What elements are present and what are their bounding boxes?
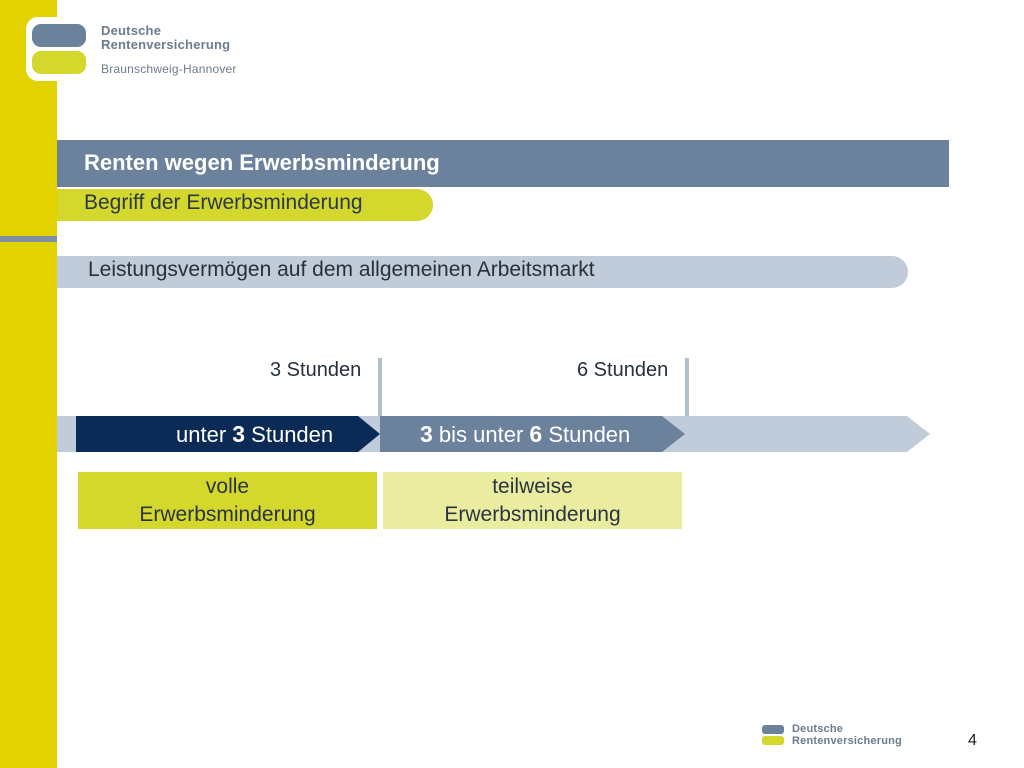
segment-2-num-to: 6 [529, 421, 543, 447]
left-accent-bar [0, 0, 57, 768]
threshold-label-6h: 6 Stunden [577, 359, 669, 381]
footer-brand-text [792, 723, 902, 747]
category-partial-reduction [383, 472, 682, 529]
segment-1-label [176, 421, 333, 448]
segment-1-pre: unter [176, 422, 233, 447]
category-partial-line-2: Erwerbsminderung [444, 502, 621, 526]
category-full-line-2: Erwerbsminderung [139, 502, 316, 526]
section-heading: Leistungsvermögen auf dem allgemeinen Arbeitsmarkt [88, 258, 595, 281]
segment-2-post: Stunden [542, 422, 631, 447]
footer-brand-line-1: Deutsche [792, 723, 844, 735]
segment-2-label [420, 421, 630, 448]
slide-title: Renten wegen Erwerbsminderung [84, 150, 440, 175]
threshold-marker-3h [378, 358, 382, 418]
category-full-reduction [78, 472, 377, 529]
footer-brand-line-2: Rentenversicherung [792, 735, 902, 747]
segment-2-mid: bis unter [432, 422, 530, 447]
threshold-marker-6h [685, 358, 689, 418]
segment-2-num-from: 3 [420, 421, 433, 447]
segment-1-post: Stunden [245, 422, 334, 447]
category-full-line-1: volle [205, 474, 250, 498]
brand-text [101, 24, 237, 76]
brand-region: Braunschweig-Hannover [101, 62, 237, 76]
slide-subtitle: Begriff der Erwerbsminderung [84, 191, 363, 214]
threshold-label-3h: 3 Stunden [270, 359, 362, 381]
drv-logo-icon [26, 17, 92, 81]
brand-line-1: Deutsche [101, 23, 162, 38]
left-accent-marker [0, 236, 57, 242]
category-partial-line-1: teilweise [492, 474, 573, 498]
brand-line-2: Rentenversicherung [101, 37, 231, 52]
footer-logo-icon [762, 724, 784, 746]
segment-1-num: 3 [232, 421, 246, 447]
page-number: 4 [968, 732, 977, 749]
